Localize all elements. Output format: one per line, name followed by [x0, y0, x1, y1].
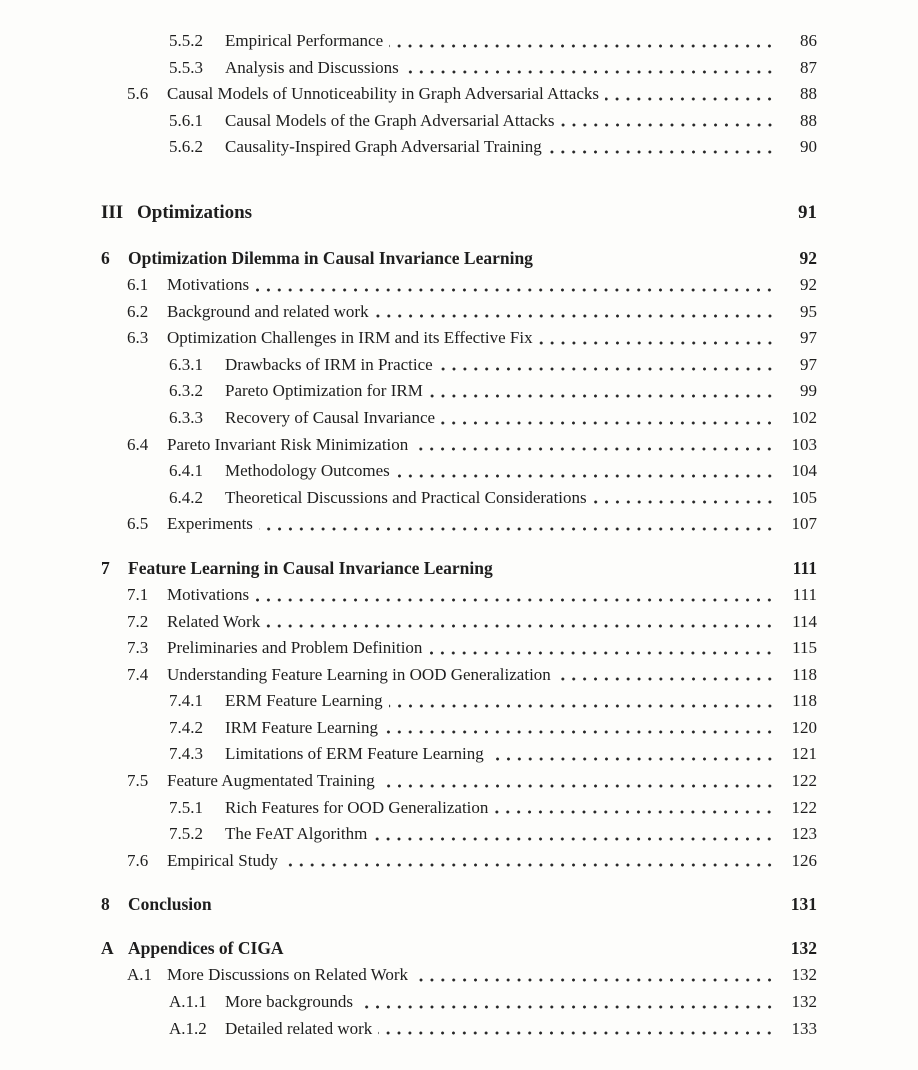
- toc-entry-title: Limitations of ERM Feature Learning: [225, 744, 484, 764]
- dot-leader: [414, 962, 777, 989]
- toc-entry-title: Analysis and Discussions: [225, 57, 399, 77]
- toc-entry-page: 118: [792, 691, 817, 711]
- toc-entry-title: Optimization Challenges in IRM and its Effective Fix: [167, 328, 533, 348]
- toc-entry: [101, 272, 817, 299]
- toc-entry: [101, 432, 817, 459]
- toc-entry-title: Experiments: [167, 514, 253, 534]
- dot-leader: [373, 821, 777, 848]
- toc-entry-title: Motivations: [167, 584, 250, 604]
- dot-leader: [284, 848, 777, 875]
- toc-entry-title: Recovery of Causal Invariance: [225, 407, 436, 427]
- toc-entry: [101, 609, 817, 636]
- toc-entry-number: 6.3.1: [169, 354, 203, 374]
- toc-entry: [101, 55, 817, 82]
- dot-leader: [384, 715, 777, 742]
- toc-entry-title: Rich Features for OOD Generalization: [225, 797, 489, 817]
- toc-entry-number: A: [101, 938, 114, 959]
- toc-entry-title: Empirical Performance: [225, 31, 384, 50]
- toc-entry-page: 107: [791, 514, 817, 534]
- toc-entry-title: Related Work: [167, 611, 261, 631]
- toc-entry-title: The FeAT Algorithm: [225, 824, 368, 844]
- toc-entry-number: A.1.2: [169, 1018, 207, 1038]
- dot-leader: [539, 244, 777, 272]
- toc-entry-page: 121: [791, 744, 817, 764]
- toc-entry: [101, 198, 817, 228]
- toc-entry-page: 105: [791, 487, 817, 507]
- toc-entry-page: 97: [800, 328, 817, 348]
- dot-leader: [290, 934, 777, 962]
- toc-entry-title: Optimizations: [137, 201, 253, 223]
- dot-leader: [428, 635, 777, 662]
- toc-entry: [101, 352, 817, 379]
- toc-entry: [101, 325, 817, 352]
- toc-entry-number: 7.3: [127, 638, 149, 658]
- dot-leader: [375, 299, 777, 326]
- toc-entry-title: IRM Feature Learning: [225, 717, 378, 737]
- toc-entry-number: A.1.1: [169, 992, 207, 1012]
- toc-entry-title: Feature Augmentated Training: [167, 771, 375, 791]
- toc-entry-page: 118: [792, 664, 817, 684]
- dot-leader: [490, 741, 777, 768]
- toc-entry: [101, 511, 817, 538]
- toc-entry-page: 86: [800, 31, 817, 50]
- toc-entry-number: 7.4.3: [169, 744, 203, 764]
- toc-entry-number: 8: [101, 894, 110, 915]
- toc-entry: [101, 848, 817, 875]
- toc-entry-number: 7.5: [127, 771, 149, 791]
- toc-entry-page: 115: [792, 638, 817, 658]
- toc-entry-title: Pareto Invariant Risk Minimization: [167, 434, 409, 454]
- dot-leader: [499, 554, 777, 582]
- toc-entry-number: 7.5.1: [169, 797, 203, 817]
- toc-entry-title: Methodology Outcomes: [225, 461, 390, 481]
- dot-leader: [255, 272, 777, 299]
- toc-entry-title: Understanding Feature Learning in OOD Generalization: [167, 664, 551, 684]
- toc-entry-number: 5.5.2: [169, 31, 203, 50]
- toc-entry: [101, 715, 817, 742]
- dot-leader: [429, 378, 777, 405]
- toc-entry-page: 133: [791, 1018, 817, 1038]
- toc-entry: [101, 688, 817, 715]
- dot-leader: [494, 795, 777, 822]
- toc-entry-number: 6: [101, 247, 110, 268]
- toc-entry: [101, 934, 817, 962]
- toc-entry: [101, 1016, 817, 1043]
- toc-entry-number: A.1: [127, 965, 153, 985]
- toc-entry-page: 88: [800, 110, 817, 130]
- toc-entry: [101, 890, 817, 918]
- toc-entry-page: 95: [800, 301, 817, 321]
- toc-entry-number: 7.1: [127, 584, 149, 604]
- toc-entry-title: Theoretical Discussions and Practical Considerations: [225, 487, 587, 507]
- toc-entry: [101, 554, 817, 582]
- toc-entry-page: 123: [791, 824, 817, 844]
- toc-entry: [101, 741, 817, 768]
- toc-entry-title: Background and related work: [167, 301, 369, 321]
- toc-entry: [101, 962, 817, 989]
- toc-entry: [101, 821, 817, 848]
- toc-entry-title: Causality-Inspired Graph Adversarial Training: [225, 137, 542, 157]
- toc-entry-number: 6.2: [127, 301, 149, 321]
- toc-entry-page: 114: [792, 611, 817, 631]
- toc-entry-number: 7.5.2: [169, 824, 203, 844]
- toc-entry: [101, 28, 817, 55]
- dot-leader: [539, 325, 777, 352]
- toc-entry-number: 7.4.2: [169, 717, 203, 737]
- dot-leader: [218, 890, 777, 918]
- toc-entry-page: 92: [800, 274, 817, 294]
- dot-leader: [439, 352, 777, 379]
- toc-entry-page: 132: [790, 938, 817, 959]
- toc-entry-number: 6.4: [127, 434, 149, 454]
- toc-entry: [101, 378, 817, 405]
- toc-entry: [101, 989, 817, 1016]
- toc-entry-page: 122: [791, 797, 817, 817]
- toc-entry-title: Appendices of CIGA: [128, 938, 284, 959]
- toc-entry-title: ERM Feature Learning: [225, 691, 383, 711]
- toc-entry-page: 120: [791, 717, 817, 737]
- toc-entry: [101, 662, 817, 689]
- dot-leader: [441, 405, 777, 432]
- toc-entry-number: 6.5: [127, 514, 149, 534]
- toc-entry-number: 7: [101, 557, 110, 578]
- dot-leader: [605, 81, 777, 108]
- toc-entry-page: 131: [790, 894, 817, 915]
- toc-entry-number: 5.5.3: [169, 57, 203, 77]
- toc-entry-number: 6.4.1: [169, 461, 203, 481]
- toc-entry-title: Causal Models of the Graph Adversarial Attacks: [225, 110, 555, 130]
- dot-leader: [381, 768, 777, 795]
- toc-entry: [101, 244, 817, 272]
- toc-entry-page: 87: [800, 57, 817, 77]
- toc-entry: [101, 582, 817, 609]
- toc-entry-page: 103: [791, 434, 817, 454]
- toc-entry: [101, 405, 817, 432]
- dot-leader: [255, 582, 777, 609]
- toc-entry-title: Empirical Study: [167, 850, 278, 870]
- toc-entry-page: 132: [791, 965, 817, 985]
- toc-entry-page: 102: [791, 407, 817, 427]
- toc-entry-title: Conclusion: [128, 894, 212, 915]
- toc-entry-title: Causal Models of Unnoticeability in Graph Adversarial Attacks: [167, 84, 599, 104]
- toc-entry: [101, 635, 817, 662]
- toc-entry-number: 6.1: [127, 274, 149, 294]
- toc-entry: [101, 108, 817, 135]
- toc-entry-number: 6.3.3: [169, 407, 203, 427]
- toc-entry-page: 111: [792, 557, 817, 578]
- toc-entry-page: 111: [792, 584, 817, 604]
- dot-leader: [389, 688, 777, 715]
- dot-leader: [561, 108, 777, 135]
- dot-leader: [389, 28, 777, 55]
- dot-leader: [414, 432, 777, 459]
- toc-entry-number: 5.6: [127, 84, 149, 104]
- toc-entry: [101, 458, 817, 485]
- toc-entry-page: 92: [799, 247, 817, 268]
- toc-entry-page: 132: [791, 992, 817, 1012]
- dot-leader: [258, 198, 777, 228]
- toc-entry: [101, 485, 817, 512]
- toc-entry: [101, 768, 817, 795]
- dot-leader: [359, 989, 777, 1016]
- dot-leader: [557, 662, 777, 689]
- dot-leader: [548, 134, 777, 161]
- toc-entry-title: Optimization Dilemma in Causal Invariance Learning: [128, 247, 533, 268]
- toc-entry-page: 122: [791, 771, 817, 791]
- toc-entry-page: 104: [791, 461, 817, 481]
- dot-leader: [259, 511, 777, 538]
- dot-leader: [593, 485, 777, 512]
- toc-entry-number: 6.4.2: [169, 487, 203, 507]
- toc-entry-title: Detailed related work: [225, 1018, 373, 1038]
- toc-entry-title: Pareto Optimization for IRM: [225, 381, 423, 401]
- dot-leader: [378, 1016, 777, 1043]
- dot-leader: [266, 609, 777, 636]
- toc-entry-number: 7.6: [127, 850, 149, 870]
- toc-entry: [101, 81, 817, 108]
- toc-entry: [101, 299, 817, 326]
- toc-entry-page: 97: [800, 354, 817, 374]
- toc-entry-number: 7.4.1: [169, 691, 203, 711]
- toc-entry-title: Preliminaries and Problem Definition: [167, 638, 423, 658]
- toc-entry-number: 5.6.1: [169, 110, 203, 130]
- toc-entry-page: 90: [800, 137, 817, 157]
- toc-entry-title: Drawbacks of IRM in Practice: [225, 354, 433, 374]
- toc-entry-page: 88: [800, 84, 817, 104]
- toc-entry: [101, 795, 817, 822]
- toc-entry-number: 6.3.2: [169, 381, 203, 401]
- toc-entry-page: 99: [800, 381, 817, 401]
- toc-entry-title: Feature Learning in Causal Invariance Learning: [128, 557, 493, 578]
- dot-leader: [405, 55, 777, 82]
- toc-entry-number: 7.2: [127, 611, 149, 631]
- toc-entry-number: 7.4: [127, 664, 149, 684]
- table-of-contents: [101, 28, 817, 1042]
- toc-entry-number: 5.6.2: [169, 137, 203, 157]
- toc-entry-title: Motivations: [167, 274, 250, 294]
- toc-entry-title: More Discussions on Related Work: [167, 965, 409, 985]
- toc-entry: [101, 134, 817, 161]
- toc-entry-number: III: [101, 201, 124, 223]
- toc-entry-title: More backgrounds: [225, 992, 353, 1012]
- toc-entry-page: 126: [791, 850, 817, 870]
- dot-leader: [396, 458, 777, 485]
- toc-entry-page: 91: [798, 201, 817, 223]
- toc-entry-number: 6.3: [127, 328, 149, 348]
